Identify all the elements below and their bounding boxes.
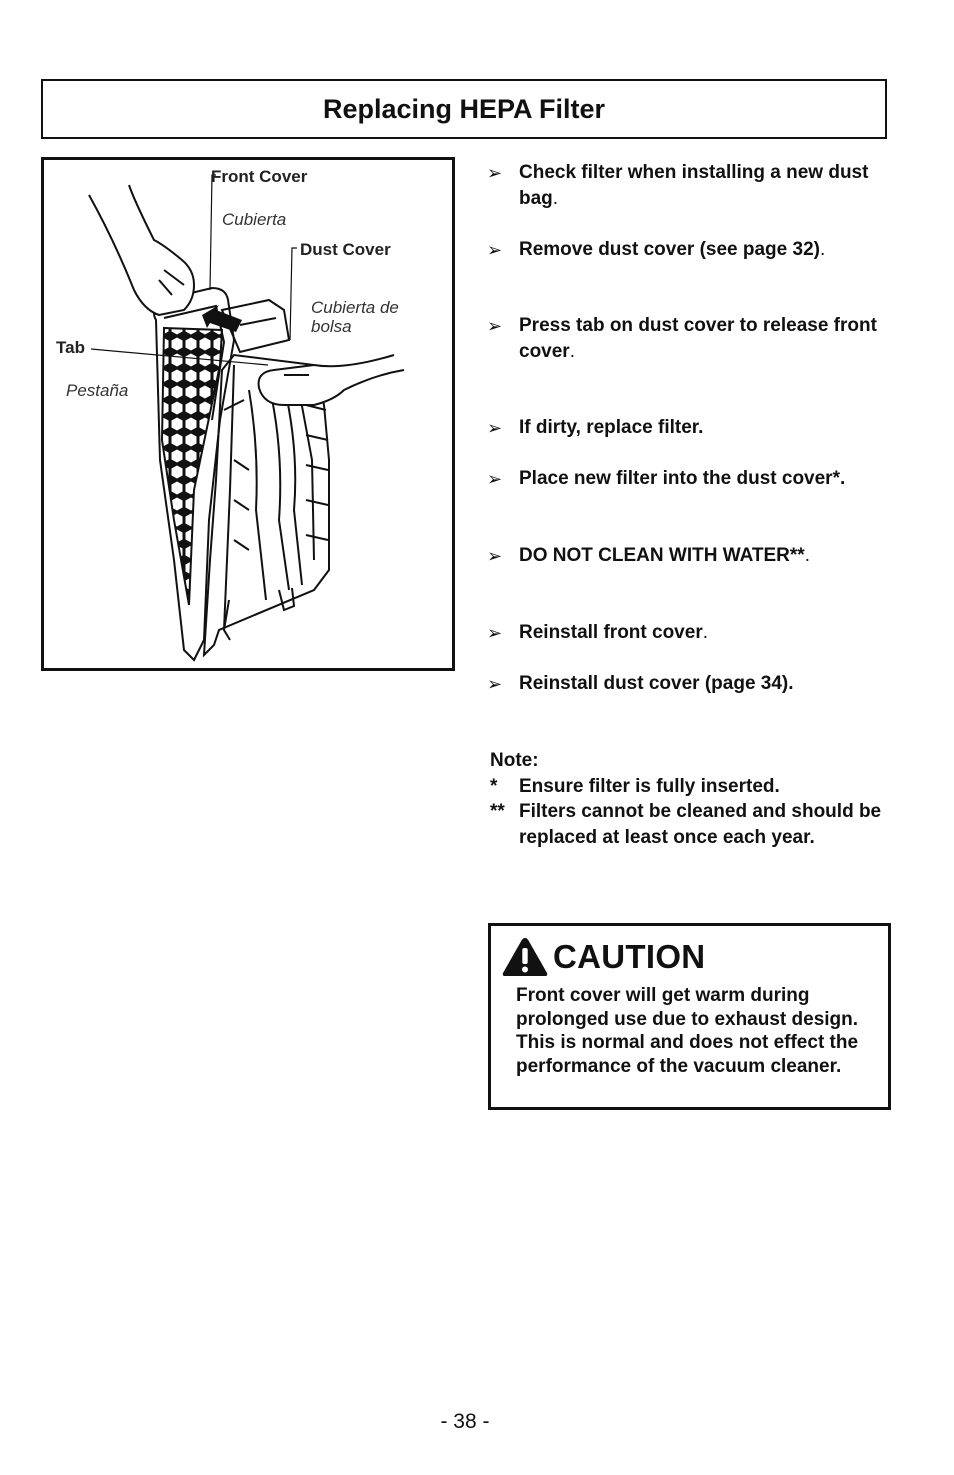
bullet-arrow-icon: ➢: [487, 674, 503, 694]
step-suffix: .: [804, 545, 810, 566]
label-dust-cover: Dust Cover: [300, 240, 391, 259]
step-2: [487, 237, 907, 263]
label-dust-cover-es-1: Cubierta de: [311, 298, 399, 317]
step-4: [487, 415, 907, 441]
hepa-filter-illustration: [44, 160, 452, 668]
note-mark: *: [490, 775, 498, 797]
step-7: [487, 620, 907, 646]
step-suffix: .: [552, 188, 559, 209]
label-tab-es: Pestaña: [66, 381, 129, 400]
step-3: [487, 313, 907, 365]
label-tab: Tab: [56, 338, 85, 357]
label-front-cover-es: Cubierta: [222, 210, 287, 229]
step-text: Place new filter into the dust cover*.: [519, 468, 846, 489]
note-text: Filters cannot be cleaned and should be replaced at least once each year.: [519, 801, 882, 848]
label-dust-cover-es-2: bolsa: [311, 317, 352, 336]
note-heading: Note:: [490, 750, 539, 771]
caution-body: Front cover will get warm during prolonged use due to exhaust design. This is normal and does not effect the performance of the vacuum cleaner.: [516, 985, 859, 1077]
note-mark: **: [490, 801, 505, 822]
step-text: Remove dust cover (see page 32): [519, 239, 820, 260]
bullet-arrow-icon: ➢: [487, 240, 503, 260]
note-item: [490, 774, 890, 800]
warning-triangle-icon: [501, 936, 549, 978]
illustration-panel: [41, 157, 455, 671]
bullet-arrow-icon: ➢: [487, 418, 503, 438]
bullet-arrow-icon: ➢: [487, 163, 503, 183]
step-5: [487, 466, 907, 492]
step-text: Press tab on dust cover to release front cover: [519, 315, 877, 362]
caution-box: [488, 923, 891, 1110]
step-text: If dirty, replace filter.: [519, 417, 704, 438]
step-6: [487, 543, 907, 569]
bullet-arrow-icon: ➢: [487, 546, 503, 566]
page-number: - 38 -: [440, 1410, 490, 1433]
page-title: Replacing HEPA Filter: [322, 93, 606, 124]
step-8: [487, 671, 907, 697]
step-suffix: .: [569, 341, 575, 362]
hepa-filter-shape: [154, 320, 234, 620]
note-text: Ensure filter is fully inserted.: [519, 775, 780, 797]
caution-heading: CAUTION: [553, 938, 706, 975]
step-text: Check filter when installing a new dust bag: [519, 162, 869, 209]
step-text: Reinstall dust cover (page 34).: [519, 673, 794, 694]
label-front-cover: Front Cover: [211, 167, 308, 186]
bullet-arrow-icon: ➢: [487, 316, 503, 336]
caution-heading-row: [501, 936, 705, 978]
step-1: [487, 160, 907, 212]
step-suffix: .: [819, 239, 826, 260]
step-text: Reinstall front cover: [519, 622, 703, 643]
bullet-arrow-icon: ➢: [487, 469, 503, 489]
step-text: DO NOT CLEAN WITH WATER**: [519, 545, 805, 566]
bullet-arrow-icon: ➢: [487, 623, 503, 643]
note-item: [490, 799, 890, 850]
title-box: [41, 79, 887, 139]
step-suffix: .: [702, 622, 708, 643]
note-section: [490, 748, 890, 850]
